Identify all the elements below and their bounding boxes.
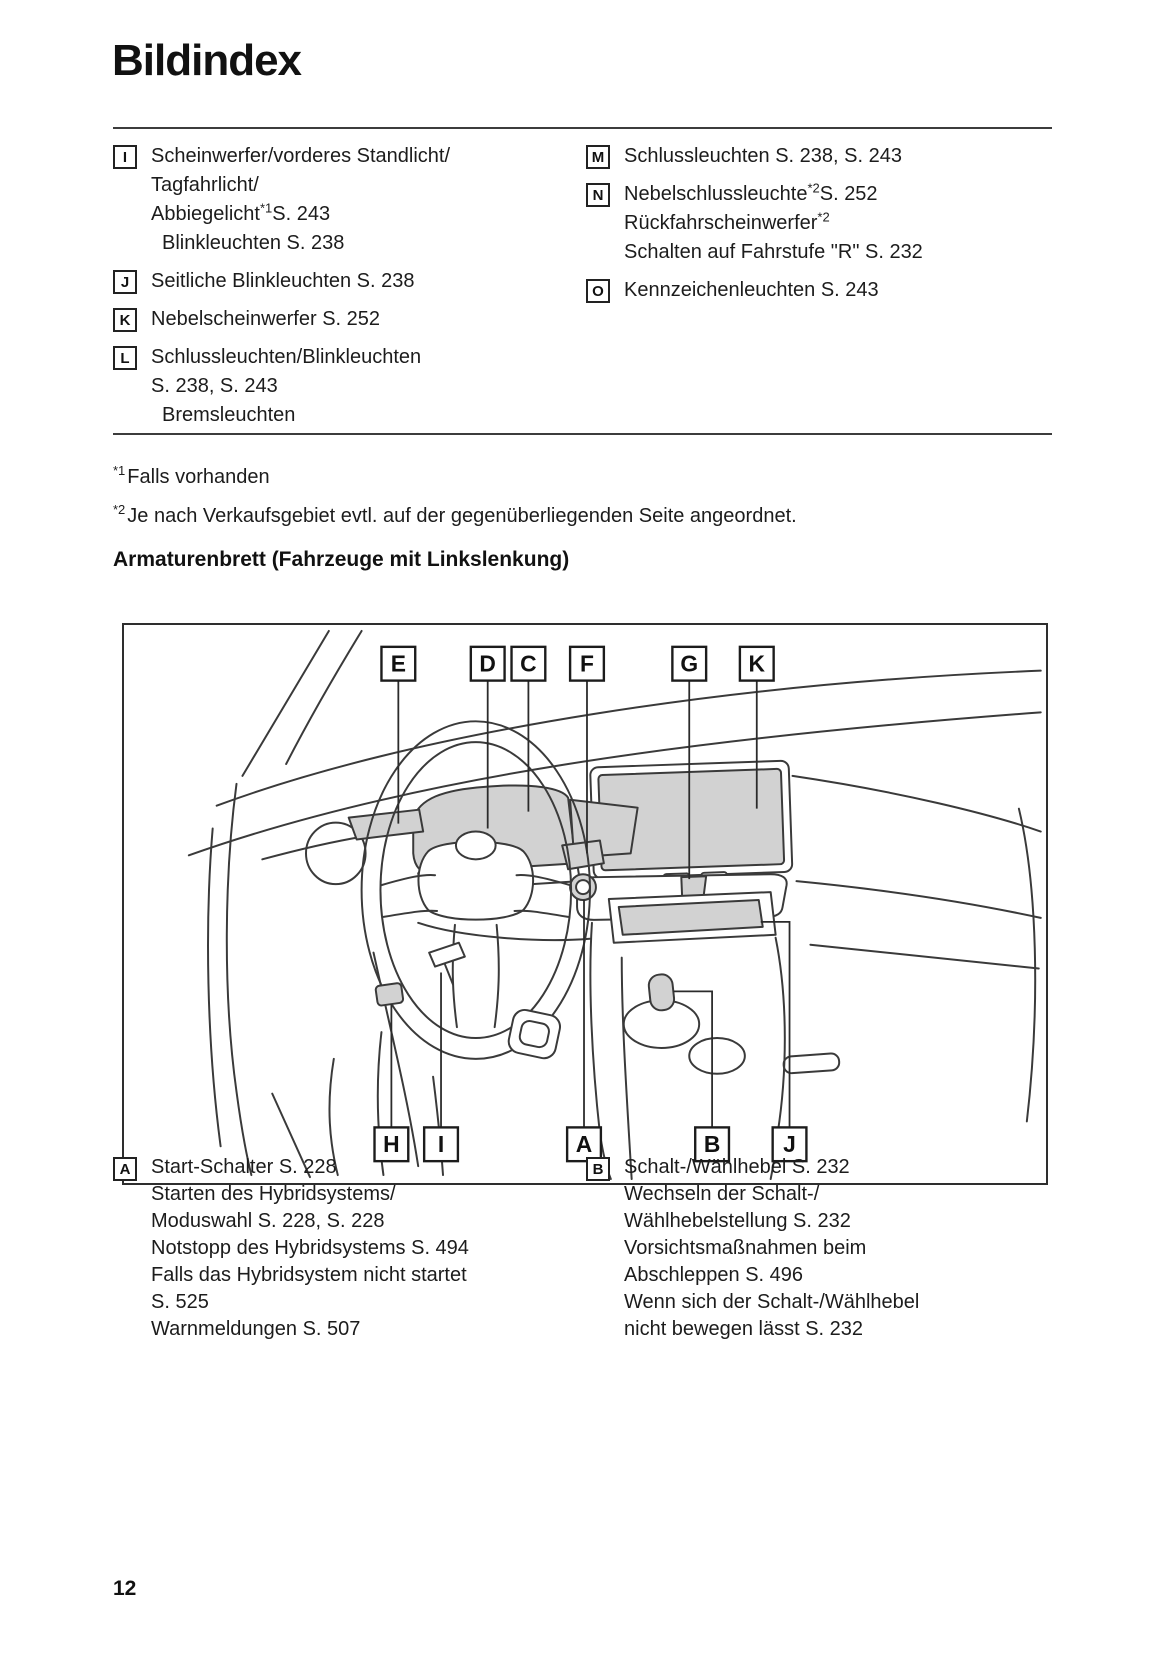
shift-lever	[648, 973, 675, 1011]
callout-F: F	[580, 650, 594, 677]
index-item-K: K Nebelscheinwerfer S. 252	[113, 305, 586, 334]
index-item-J: J Seitliche Blinkleuchten S. 238	[113, 267, 586, 296]
index-item-L: L Schlussleuchten/Blinkleuchten S. 238, S. 243 Bremsleuchten	[113, 343, 586, 430]
left-stalk	[349, 810, 423, 840]
footnote-marker: *2	[807, 180, 820, 196]
footnote-marker: *2	[817, 209, 830, 225]
item-letter-box: K	[113, 308, 137, 332]
footnote-marker: *1	[259, 200, 273, 216]
index-item-M: M Schlussleuchten S. 238, S. 243	[586, 142, 1052, 171]
footnote-1: $^{*1}$ Falls vorhanden	[113, 463, 270, 488]
light-index-list	[113, 142, 1052, 439]
callout-A: A	[575, 1131, 593, 1158]
item-letter-box: J	[113, 270, 137, 294]
callout-G: G	[680, 650, 699, 677]
item-text: Schalt-/Wählhebel S. 232 Wechseln der Schalt-/ Wählhebelstellung S. 232 Vorsichtsmaßnahmen beim Abschleppen S. 496 Wenn sich der Schalt-/Wählhebel nicht bewegen lässt S. 232	[624, 1156, 920, 1340]
divider-top	[113, 127, 1052, 129]
item-text: Scheinwerfer/vorderes Standlicht/ Tagfahrlicht/ Abbiegelicht$^{*1}$S. 243 Blinkleuchten S. 238	[151, 145, 451, 254]
dashboard-diagram	[122, 623, 1048, 1185]
item-letter-box: M	[586, 145, 610, 169]
passenger-trim-slot	[783, 1053, 840, 1074]
callout-E: E	[390, 650, 406, 677]
legend-list	[113, 1154, 1052, 1352]
divider-bottom	[113, 433, 1052, 435]
dashboard-drawing	[189, 631, 1041, 1179]
callout-H: H	[383, 1131, 400, 1158]
legend-item-B	[586, 1154, 1052, 1343]
callout-D: D	[479, 650, 496, 677]
index-item-I	[113, 142, 586, 258]
item-letter-box: N	[586, 183, 610, 207]
page-title: Bildindex	[112, 36, 302, 85]
callout-J: J	[783, 1131, 796, 1158]
index-item-N: N Nebelschlussleuchte$^{*2}$S. 252 Rückfahrscheinwerfer$^{*2}$ Schalten auf Fahrstufe "R" S. 232	[586, 180, 1052, 267]
item-letter-box: O	[586, 279, 610, 303]
index-item-O: O Kennzeichenleuchten S. 243	[586, 276, 1052, 305]
item-letter-box: A	[113, 1157, 137, 1181]
item-letter-box: L	[113, 346, 137, 370]
page-number: 12	[113, 1577, 137, 1600]
item-text: Start-Schalter S. 228 Starten des Hybridsystems/ Moduswahl S. 228, S. 228 Notstopp des Hybridsystems S. 494 Falls das Hybridsystem nicht startet S. 525 Warnmeldungen S. 507	[151, 1156, 469, 1340]
legend-item-A	[113, 1154, 586, 1343]
item-letter-box: B	[586, 1157, 610, 1181]
section-heading: Armaturenbrett (Fahrzeuge mit Linkslenkung)	[113, 548, 570, 571]
callout-C: C	[520, 650, 537, 677]
cup-holder	[689, 1038, 745, 1074]
hood-release	[375, 983, 403, 1006]
steering-adjust-lever	[429, 943, 465, 967]
footnote-2: $^{*2}$ Je nach Verkaufsgebiet evtl. auf der gegenüberliegenden Seite angeordnet.	[113, 502, 797, 527]
callout-I: I	[437, 1131, 445, 1158]
item-letter-box: I	[113, 145, 137, 169]
callout-K: K	[748, 650, 766, 677]
callout-B: B	[703, 1131, 721, 1158]
